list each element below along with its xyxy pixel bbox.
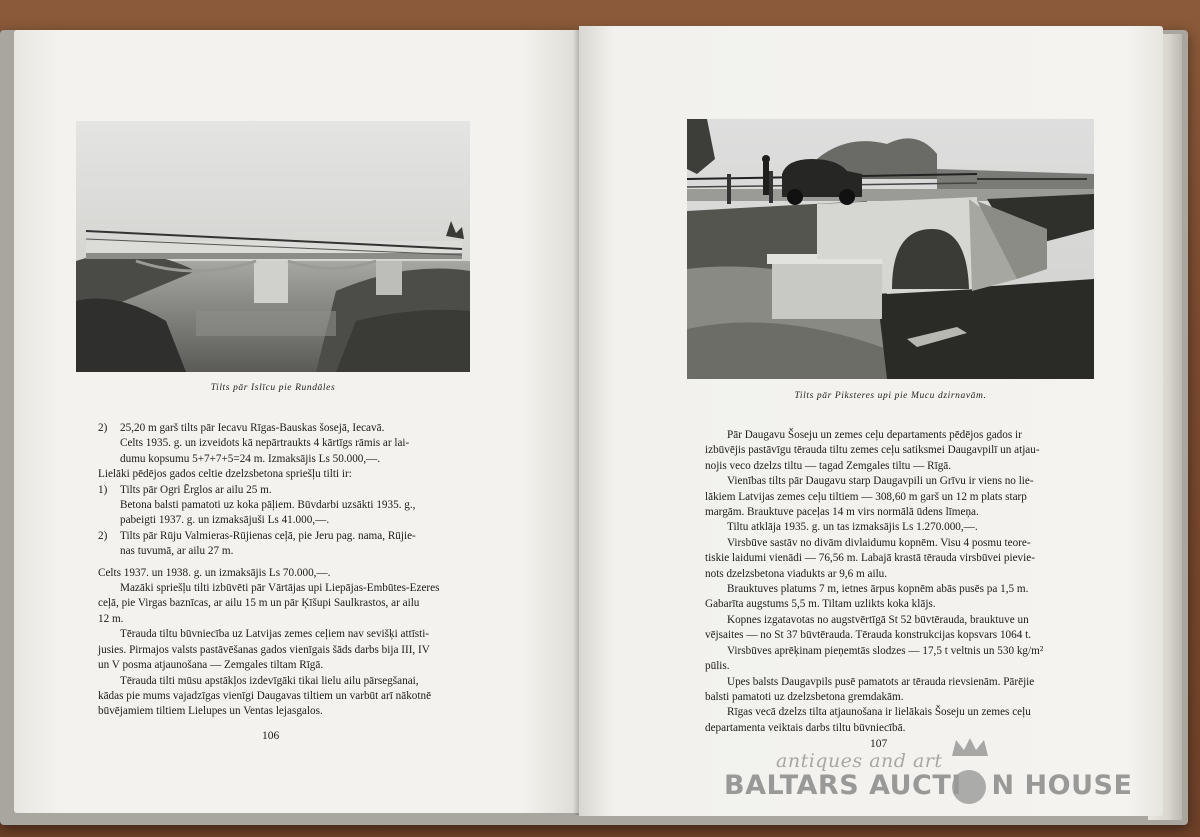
text-line: 1) Tilts pār Ogri Ērglos ar ailu 25 m. — [98, 483, 272, 496]
text-line: Virsbūve sastāv no divām divlaidumu kopnēm. Visu 4 posmu teore- — [727, 536, 1031, 549]
photo-bridge-islice — [76, 121, 470, 372]
text-line: margām. Brauktuve paceļas 14 m virs normālā ūdens līmeņa. — [705, 506, 979, 519]
text-line: nots dzelzsbetona viadukts ar 9,6 m ailu. — [705, 567, 888, 580]
text-line: Vienības tilts pār Daugavu starp Daugavpili un Grīvu ir viens no lie- — [727, 475, 1034, 488]
text-line: nas tuvumā, ar ailu 27 m. — [120, 545, 234, 558]
text-line: pūlis. — [705, 660, 730, 673]
left-text-block — [98, 421, 476, 720]
text-line: nojis veco dzelzs tiltu — tagad Zemgales tiltu — Rīgā. — [705, 459, 952, 472]
watermark-tagline: antiques and art — [776, 750, 943, 772]
text-line: lākiem Latvijas zemes ceļu tiltiem — 308,60 m garš un 12 m plats starp — [705, 490, 1027, 503]
text-line: jusies. Pirmajos valsts pastāvēšanas gados vienīgais šāds darbs bija III, IV — [98, 643, 430, 656]
photo-bridge-pikstere — [687, 119, 1094, 379]
text-line: Pār Daugavu Šoseju un zemes ceļu departaments pēdējos gados ir — [727, 429, 1022, 441]
text-line: Tērauda tilti mūsu apstākļos izdevīgāki tikai lielu ailu pārsegšanai, — [120, 674, 419, 687]
text-line: Virsbūves aprēķinam pieņemtās slodzes — 17,5 t veltnis un 530 kg/m² — [727, 644, 1044, 657]
text-line: Brauktuves platums 7 m, ietnes ārpus kopnēm abās pusēs pa 1,5 m. — [727, 583, 1029, 596]
text-line: departamenta veiktais darbs tiltu būvniecībā. — [705, 721, 906, 734]
text-line: Kopnes izgatavotas no augstvērtīgā St 52 būvtērauda, brauktuve un — [727, 613, 1029, 626]
text-line: Upes balsts Daugavpils pusē pamatots ar tērauda rievsienām. Pārējie — [727, 675, 1035, 688]
text-line: Tiltu atklāja 1935. g. un tas izmaksājis Ls 1.270.000,—. — [727, 521, 978, 534]
text-line: Lielāki pēdējos gados celtie dzelzsbetona spriešļu tilti ir: — [98, 468, 352, 481]
right-text-block — [705, 428, 1092, 736]
text-line: Celts 1935. g. un izveidots kā nepārtraukts 4 kārtīgs rāmis ar lai- — [120, 437, 410, 450]
text-line: 2) 25,20 m garš tilts pār Iecavu Rīgas-Bauskas šosejā, Iecavā. — [98, 422, 385, 434]
right-page-number: 107 — [870, 738, 888, 750]
text-line: būvējamiem tiltiem Lielupes un Ventas lejasgalos. — [98, 705, 323, 718]
left-photo-caption: Tilts pār Islīcu pie Rundāles — [210, 383, 336, 393]
watermark-name: BALTARS AUCTI N HOUSE — [724, 770, 1133, 801]
text-line: balsti pamatoti uz dzelzsbetona gremdakām. — [705, 690, 904, 703]
left-page-number: 106 — [262, 730, 280, 742]
text-line: pabeigti 1937. g. un izmaksājuši Ls 41.000,—. — [120, 514, 330, 527]
text-line: Gabarīta augstums 5,5 m. Tiltam uzlikts koka klājs. — [705, 598, 936, 611]
text-line: Mazāki spriešļu tilti izbūvēti pār Vārtājas upi Liepājas-Embūtes-Ezeres — [120, 582, 440, 595]
text-line: Betona balsti pamatoti uz koka pāļiem. Būvdarbi uzsākti 1935. g., — [120, 499, 416, 512]
right-photo-caption: Tilts pār Piksteres upi pie Mucu dzirnavām. — [794, 391, 987, 401]
text-line: 2) Tilts pār Rūju Valmieras-Rūjienas ceļā, pie Jeru pag. nama, Rūjie- — [98, 529, 416, 542]
text-line: kādas pie mums vajadzīgas vienīgi Daugavas tiltiem un varbūt arī nākotnē — [98, 689, 432, 702]
crown-icon — [950, 736, 990, 758]
text-line: Tērauda tiltu būvniecība uz Latvijas zemes ceļiem nav sevišķi attīsti- — [120, 628, 430, 641]
text-line: Rīgas vecā dzelzs tilta atjaunošana ir lielākais Šoseju un zemes ceļu — [727, 706, 1031, 719]
text-line: un V posma atjaunošana — Zemgales tiltam Rīgā. — [98, 659, 324, 672]
text-line: vējsaites — no St 37 būvtērauda. Tērauda konstrukcijas kopsvars 1064 t. — [705, 629, 1032, 642]
auction-house-watermark — [720, 740, 1133, 810]
text-line: dumu kopsumu 5+7+7+5=24 m. Izmaksājis Ls 50.000,—. — [120, 452, 381, 465]
text-line: ceļā, pie Virgas baznīcas, ar ailu 15 m un pār Ķīšupi Saulkrastos, ar ailu — [98, 597, 420, 610]
text-line: tiskie laidumi vienādi — 76,56 m. Labajā krastā tērauda virsbūvei pievie- — [705, 552, 1035, 565]
text-line: izbūvējis pastāvīgu tērauda tiltu zemes ceļu satiksmei Daugavpilī un atjau- — [705, 444, 1040, 457]
text-line: 12 m. — [98, 612, 124, 625]
text-line: Celts 1937. un 1938. g. un izmaksājis Ls 70.000,—. — [98, 566, 331, 579]
